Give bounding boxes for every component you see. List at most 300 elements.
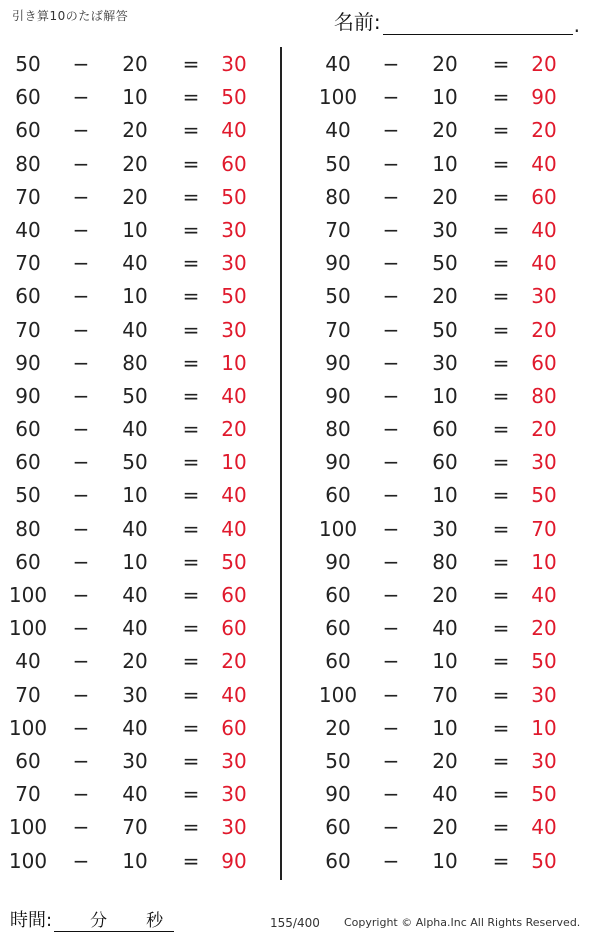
answer: 50 bbox=[531, 483, 557, 508]
answer: 30 bbox=[221, 217, 247, 242]
subtrahend: 80 bbox=[122, 350, 148, 375]
minus-sign: − bbox=[382, 417, 400, 442]
answer: 30 bbox=[531, 450, 557, 475]
answer: 50 bbox=[531, 848, 557, 873]
equals-sign: = bbox=[182, 284, 200, 309]
minuend: 40 bbox=[15, 217, 41, 242]
minuend: 90 bbox=[325, 782, 351, 807]
problem-row bbox=[8, 113, 258, 146]
equals-sign: = bbox=[182, 350, 200, 375]
subtrahend: 80 bbox=[432, 549, 458, 574]
minuend: 70 bbox=[325, 217, 351, 242]
equals-sign: = bbox=[492, 450, 510, 475]
subtrahend: 50 bbox=[122, 383, 148, 408]
right-problem-column bbox=[318, 47, 568, 877]
problem-row bbox=[318, 678, 568, 711]
minus-sign: − bbox=[72, 549, 90, 574]
minuend: 60 bbox=[325, 483, 351, 508]
answer: 50 bbox=[221, 184, 247, 209]
column-divider bbox=[280, 47, 282, 880]
minuend: 100 bbox=[318, 682, 358, 707]
minus-sign: − bbox=[72, 151, 90, 176]
minus-sign: − bbox=[382, 450, 400, 475]
minuend: 60 bbox=[15, 284, 41, 309]
problem-row bbox=[318, 445, 568, 478]
answer: 40 bbox=[531, 151, 557, 176]
problem-row bbox=[8, 810, 258, 843]
minuend: 100 bbox=[318, 85, 358, 110]
equals-sign: = bbox=[182, 649, 200, 674]
minuend: 70 bbox=[15, 782, 41, 807]
answer: 30 bbox=[221, 782, 247, 807]
equals-sign: = bbox=[182, 682, 200, 707]
problem-row bbox=[318, 313, 568, 346]
subtrahend: 10 bbox=[432, 715, 458, 740]
subtrahend: 20 bbox=[432, 815, 458, 840]
answer: 20 bbox=[221, 417, 247, 442]
subtrahend: 30 bbox=[432, 350, 458, 375]
subtrahend: 20 bbox=[122, 649, 148, 674]
minus-sign: − bbox=[382, 549, 400, 574]
minuend: 90 bbox=[325, 383, 351, 408]
minus-sign: − bbox=[72, 815, 90, 840]
subtrahend: 20 bbox=[122, 52, 148, 76]
answer: 20 bbox=[221, 649, 247, 674]
problem-row bbox=[8, 611, 258, 644]
seconds-unit: 秒 bbox=[146, 911, 164, 931]
subtrahend: 10 bbox=[122, 85, 148, 110]
minus-sign: − bbox=[72, 583, 90, 607]
time-label: 時間: bbox=[10, 910, 53, 931]
answer: 20 bbox=[531, 317, 557, 342]
equals-sign: = bbox=[182, 151, 200, 176]
minus-sign: − bbox=[382, 516, 400, 541]
minuend: 60 bbox=[15, 85, 41, 110]
answer: 80 bbox=[531, 383, 557, 408]
problem-row bbox=[318, 80, 568, 113]
problem-row bbox=[318, 844, 568, 877]
subtrahend: 50 bbox=[432, 251, 458, 276]
worksheet-title: 引き算10のたば解答 bbox=[12, 9, 129, 23]
problem-row bbox=[318, 47, 568, 80]
equals-sign: = bbox=[492, 715, 510, 740]
minus-sign: − bbox=[382, 483, 400, 508]
answer: 30 bbox=[221, 748, 247, 773]
problem-row bbox=[8, 512, 258, 545]
equals-sign: = bbox=[492, 848, 510, 873]
name-label: 名前: bbox=[333, 10, 381, 34]
minus-sign: − bbox=[72, 616, 90, 641]
problem-row bbox=[8, 412, 258, 445]
problem-row bbox=[318, 611, 568, 644]
minus-sign: − bbox=[382, 748, 400, 773]
minuend: 50 bbox=[325, 151, 351, 176]
subtrahend: 20 bbox=[432, 284, 458, 309]
problem-row bbox=[8, 147, 258, 180]
equals-sign: = bbox=[492, 549, 510, 574]
subtrahend: 10 bbox=[432, 383, 458, 408]
equals-sign: = bbox=[492, 151, 510, 176]
minuend: 70 bbox=[325, 317, 351, 342]
minuend: 40 bbox=[325, 52, 351, 76]
minus-sign: − bbox=[382, 682, 400, 707]
minuend: 70 bbox=[15, 682, 41, 707]
answer: 60 bbox=[221, 715, 247, 740]
equals-sign: = bbox=[182, 217, 200, 242]
equals-sign: = bbox=[182, 383, 200, 408]
minus-sign: − bbox=[72, 483, 90, 508]
minus-sign: − bbox=[72, 748, 90, 773]
answer: 50 bbox=[531, 782, 557, 807]
subtrahend: 20 bbox=[432, 748, 458, 773]
minuend: 90 bbox=[325, 549, 351, 574]
minuend: 50 bbox=[15, 52, 41, 76]
minus-sign: − bbox=[382, 715, 400, 740]
answer: 30 bbox=[531, 682, 557, 707]
minuend: 60 bbox=[15, 549, 41, 574]
answer: 60 bbox=[221, 151, 247, 176]
problem-row bbox=[318, 180, 568, 213]
minuend: 60 bbox=[15, 417, 41, 442]
minuend: 60 bbox=[15, 118, 41, 143]
minuend: 80 bbox=[325, 417, 351, 442]
equals-sign: = bbox=[492, 583, 510, 607]
problem-row bbox=[8, 678, 258, 711]
answer: 10 bbox=[221, 350, 247, 375]
minus-sign: − bbox=[72, 184, 90, 209]
subtrahend: 40 bbox=[122, 616, 148, 641]
subtrahend: 10 bbox=[432, 848, 458, 873]
equals-sign: = bbox=[492, 383, 510, 408]
subtrahend: 20 bbox=[432, 118, 458, 143]
name-field[interactable] bbox=[383, 16, 573, 35]
minuend: 90 bbox=[15, 383, 41, 408]
subtrahend: 40 bbox=[122, 516, 148, 541]
answer: 10 bbox=[531, 715, 557, 740]
minus-sign: − bbox=[382, 815, 400, 840]
problem-row bbox=[8, 180, 258, 213]
equals-sign: = bbox=[492, 118, 510, 143]
answer: 40 bbox=[221, 516, 247, 541]
equals-sign: = bbox=[492, 52, 510, 76]
subtrahend: 10 bbox=[122, 483, 148, 508]
problem-row bbox=[8, 213, 258, 246]
minus-sign: − bbox=[72, 217, 90, 242]
equals-sign: = bbox=[492, 682, 510, 707]
subtrahend: 10 bbox=[122, 284, 148, 309]
subtrahend: 40 bbox=[122, 782, 148, 807]
minuend: 70 bbox=[15, 251, 41, 276]
answer: 90 bbox=[531, 85, 557, 110]
problem-row bbox=[318, 545, 568, 578]
problem-row bbox=[8, 744, 258, 777]
minuend: 20 bbox=[325, 715, 351, 740]
minuend: 90 bbox=[15, 350, 41, 375]
subtrahend: 60 bbox=[432, 417, 458, 442]
minuend: 90 bbox=[325, 350, 351, 375]
problem-row bbox=[318, 147, 568, 180]
subtrahend: 20 bbox=[122, 151, 148, 176]
problem-row bbox=[8, 379, 258, 412]
problem-row bbox=[8, 478, 258, 511]
equals-sign: = bbox=[182, 815, 200, 840]
minuend: 70 bbox=[15, 317, 41, 342]
subtrahend: 10 bbox=[432, 85, 458, 110]
problem-row bbox=[318, 744, 568, 777]
problem-row bbox=[8, 844, 258, 877]
answer: 40 bbox=[221, 682, 247, 707]
problem-row bbox=[8, 80, 258, 113]
minuend: 100 bbox=[8, 715, 48, 740]
answer: 10 bbox=[531, 549, 557, 574]
minuend: 60 bbox=[325, 649, 351, 674]
subtrahend: 20 bbox=[122, 118, 148, 143]
time-area bbox=[10, 906, 174, 932]
minus-sign: − bbox=[382, 85, 400, 110]
minus-sign: − bbox=[382, 383, 400, 408]
minuend: 50 bbox=[325, 748, 351, 773]
minuend: 40 bbox=[325, 118, 351, 143]
subtrahend: 40 bbox=[122, 715, 148, 740]
answer: 30 bbox=[221, 251, 247, 276]
problem-row bbox=[318, 213, 568, 246]
minus-sign: − bbox=[72, 450, 90, 475]
subtrahend: 20 bbox=[432, 583, 458, 607]
time-field[interactable] bbox=[54, 911, 174, 932]
minus-sign: − bbox=[72, 516, 90, 541]
minuend: 100 bbox=[8, 616, 48, 641]
answer: 30 bbox=[221, 52, 247, 76]
equals-sign: = bbox=[492, 350, 510, 375]
answer: 60 bbox=[221, 583, 247, 607]
answer: 30 bbox=[531, 748, 557, 773]
minus-sign: − bbox=[382, 184, 400, 209]
minus-sign: − bbox=[382, 350, 400, 375]
minuend: 60 bbox=[325, 815, 351, 840]
problem-row bbox=[8, 545, 258, 578]
minuend: 60 bbox=[15, 748, 41, 773]
minus-sign: − bbox=[72, 649, 90, 674]
problem-row bbox=[8, 777, 258, 810]
minus-sign: − bbox=[72, 284, 90, 309]
minus-sign: − bbox=[72, 715, 90, 740]
subtrahend: 70 bbox=[432, 682, 458, 707]
minus-sign: − bbox=[382, 848, 400, 873]
answer: 50 bbox=[221, 85, 247, 110]
answer: 60 bbox=[531, 350, 557, 375]
answer: 20 bbox=[531, 118, 557, 143]
answer: 40 bbox=[531, 583, 557, 607]
subtrahend: 10 bbox=[432, 483, 458, 508]
answer: 60 bbox=[221, 616, 247, 641]
equals-sign: = bbox=[492, 483, 510, 508]
minuend: 90 bbox=[325, 251, 351, 276]
equals-sign: = bbox=[492, 748, 510, 773]
equals-sign: = bbox=[182, 85, 200, 110]
equals-sign: = bbox=[492, 649, 510, 674]
minus-sign: − bbox=[382, 583, 400, 607]
equals-sign: = bbox=[182, 616, 200, 641]
minutes-unit: 分 bbox=[90, 911, 108, 931]
subtrahend: 40 bbox=[432, 616, 458, 641]
equals-sign: = bbox=[182, 549, 200, 574]
problem-row bbox=[318, 711, 568, 744]
equals-sign: = bbox=[492, 284, 510, 309]
minus-sign: − bbox=[72, 782, 90, 807]
answer: 70 bbox=[531, 516, 557, 541]
name-area bbox=[334, 6, 580, 35]
subtrahend: 40 bbox=[122, 317, 148, 342]
subtrahend: 70 bbox=[122, 815, 148, 840]
equals-sign: = bbox=[182, 118, 200, 143]
subtrahend: 40 bbox=[122, 417, 148, 442]
answer: 40 bbox=[221, 383, 247, 408]
problem-row bbox=[8, 313, 258, 346]
minus-sign: − bbox=[72, 350, 90, 375]
problem-row bbox=[318, 113, 568, 146]
answer: 40 bbox=[531, 815, 557, 840]
minus-sign: − bbox=[382, 217, 400, 242]
equals-sign: = bbox=[492, 516, 510, 541]
minus-sign: − bbox=[382, 284, 400, 309]
minuend: 100 bbox=[8, 583, 48, 607]
minuend: 60 bbox=[325, 848, 351, 873]
subtrahend: 10 bbox=[432, 649, 458, 674]
subtrahend: 30 bbox=[122, 682, 148, 707]
equals-sign: = bbox=[492, 184, 510, 209]
minus-sign: − bbox=[72, 417, 90, 442]
subtrahend: 20 bbox=[122, 184, 148, 209]
minus-sign: − bbox=[72, 251, 90, 276]
minuend: 100 bbox=[8, 815, 48, 840]
minus-sign: − bbox=[72, 118, 90, 143]
minus-sign: − bbox=[382, 52, 400, 76]
minus-sign: − bbox=[382, 649, 400, 674]
problem-row bbox=[8, 644, 258, 677]
minus-sign: − bbox=[382, 151, 400, 176]
equals-sign: = bbox=[182, 848, 200, 873]
problem-row bbox=[318, 379, 568, 412]
equals-sign: = bbox=[182, 52, 200, 76]
equals-sign: = bbox=[182, 715, 200, 740]
problem-row bbox=[318, 246, 568, 279]
minuend: 60 bbox=[325, 583, 351, 607]
equals-sign: = bbox=[182, 317, 200, 342]
subtrahend: 10 bbox=[432, 151, 458, 176]
equals-sign: = bbox=[492, 616, 510, 641]
problem-row bbox=[318, 346, 568, 379]
copyright: Copyright © Alpha.Inc All Rights Reserved. bbox=[344, 916, 581, 929]
answer: 50 bbox=[221, 284, 247, 309]
equals-sign: = bbox=[182, 450, 200, 475]
minus-sign: − bbox=[382, 317, 400, 342]
answer: 50 bbox=[221, 549, 247, 574]
equals-sign: = bbox=[182, 251, 200, 276]
answer: 30 bbox=[221, 317, 247, 342]
subtrahend: 50 bbox=[122, 450, 148, 475]
equals-sign: = bbox=[492, 251, 510, 276]
equals-sign: = bbox=[182, 583, 200, 607]
equals-sign: = bbox=[182, 516, 200, 541]
name-dot: . bbox=[573, 13, 580, 37]
minuend: 90 bbox=[325, 450, 351, 475]
answer: 20 bbox=[531, 616, 557, 641]
minuend: 70 bbox=[15, 184, 41, 209]
equals-sign: = bbox=[492, 317, 510, 342]
minuend: 100 bbox=[8, 848, 48, 873]
subtrahend: 60 bbox=[432, 450, 458, 475]
minuend: 80 bbox=[15, 151, 41, 176]
subtrahend: 30 bbox=[432, 516, 458, 541]
subtrahend: 20 bbox=[432, 52, 458, 76]
minuend: 50 bbox=[325, 284, 351, 309]
answer: 50 bbox=[531, 649, 557, 674]
problem-row bbox=[318, 478, 568, 511]
answer: 30 bbox=[221, 815, 247, 840]
answer: 40 bbox=[531, 217, 557, 242]
problem-row bbox=[318, 279, 568, 312]
equals-sign: = bbox=[182, 483, 200, 508]
minuend: 40 bbox=[15, 649, 41, 674]
minus-sign: − bbox=[382, 118, 400, 143]
answer: 40 bbox=[531, 251, 557, 276]
minus-sign: − bbox=[72, 52, 90, 76]
subtrahend: 10 bbox=[122, 848, 148, 873]
problem-row bbox=[8, 445, 258, 478]
problem-row bbox=[8, 578, 258, 611]
minus-sign: − bbox=[72, 383, 90, 408]
problem-row bbox=[318, 777, 568, 810]
problem-row bbox=[318, 512, 568, 545]
problem-row bbox=[318, 810, 568, 843]
minuend: 80 bbox=[325, 184, 351, 209]
page-number: 155/400 bbox=[270, 916, 320, 930]
answer: 20 bbox=[531, 52, 557, 76]
minuend: 80 bbox=[15, 516, 41, 541]
problem-row bbox=[8, 279, 258, 312]
answer: 30 bbox=[531, 284, 557, 309]
problem-row bbox=[318, 412, 568, 445]
subtrahend: 40 bbox=[432, 782, 458, 807]
equals-sign: = bbox=[182, 184, 200, 209]
problem-row bbox=[8, 47, 258, 80]
minuend: 60 bbox=[15, 450, 41, 475]
subtrahend: 50 bbox=[432, 317, 458, 342]
minuend: 60 bbox=[325, 616, 351, 641]
equals-sign: = bbox=[492, 217, 510, 242]
minuend: 100 bbox=[318, 516, 358, 541]
minus-sign: − bbox=[72, 682, 90, 707]
answer: 20 bbox=[531, 417, 557, 442]
minus-sign: − bbox=[382, 616, 400, 641]
minuend: 50 bbox=[15, 483, 41, 508]
equals-sign: = bbox=[182, 782, 200, 807]
subtrahend: 30 bbox=[432, 217, 458, 242]
problem-row bbox=[318, 644, 568, 677]
minus-sign: − bbox=[72, 317, 90, 342]
minus-sign: − bbox=[72, 848, 90, 873]
answer: 40 bbox=[221, 483, 247, 508]
equals-sign: = bbox=[182, 417, 200, 442]
problem-row bbox=[318, 578, 568, 611]
problem-row bbox=[8, 246, 258, 279]
equals-sign: = bbox=[492, 815, 510, 840]
subtrahend: 30 bbox=[122, 748, 148, 773]
left-problem-column bbox=[8, 47, 258, 877]
equals-sign: = bbox=[492, 782, 510, 807]
problem-row bbox=[8, 346, 258, 379]
minus-sign: − bbox=[382, 251, 400, 276]
